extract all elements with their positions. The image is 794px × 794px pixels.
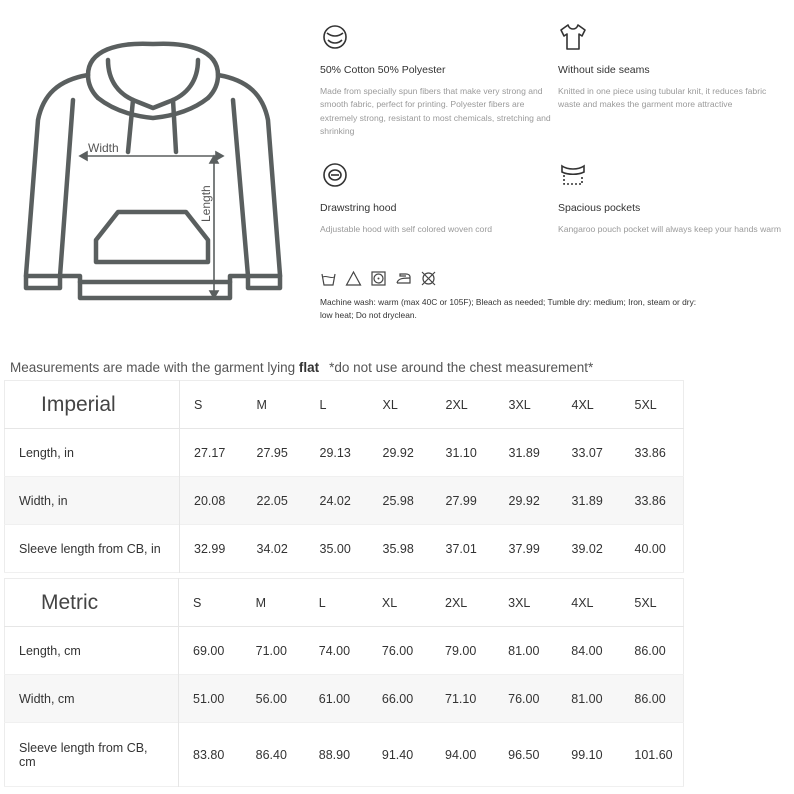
pocket-icon <box>558 160 588 190</box>
size-header: 3XL <box>508 397 531 412</box>
machine-wash-icon <box>320 270 337 287</box>
table-cell: 76.00 <box>381 643 414 658</box>
table-cell: 91.40 <box>381 747 414 762</box>
table-cell: 31.10 <box>445 445 477 460</box>
bleach-icon <box>345 270 362 287</box>
feature-drawstring-hood <box>320 160 552 236</box>
imperial-size-table <box>4 380 684 573</box>
table-cell: 24.02 <box>319 493 351 508</box>
table-cell: 27.99 <box>445 493 477 508</box>
table-cell: 66.00 <box>381 691 414 706</box>
t-shirt-icon <box>558 22 588 52</box>
table-row <box>5 525 684 573</box>
note-prefix: Measurements are made with the garment lying <box>10 360 299 375</box>
feature-title: Without side seams <box>558 64 650 76</box>
table-cell: 79.00 <box>445 643 477 658</box>
size-header: L <box>318 595 326 610</box>
size-header: 2XL <box>445 397 468 412</box>
table-cell: 86.00 <box>634 691 666 706</box>
table-cell: 99.10 <box>571 747 603 762</box>
table-row <box>5 675 684 723</box>
table-cell: 33.86 <box>634 445 666 460</box>
table-cell: 81.00 <box>571 691 603 706</box>
table-cell: 37.99 <box>508 541 540 556</box>
care-instructions: Machine wash: warm (max 40C or 105F); Bleach as needed; Tumble dry: medium; Iron, steam or dry: low heat; Do not dryclean. <box>320 297 697 321</box>
care-icons <box>320 270 437 287</box>
table-row <box>5 477 684 525</box>
feature-pockets <box>558 160 790 236</box>
size-header: XL <box>381 595 398 610</box>
tumble-dry-icon <box>370 270 387 287</box>
fabric-icon <box>320 22 350 52</box>
table-cell: 27.95 <box>256 445 288 460</box>
table-cell: 76.00 <box>508 691 540 706</box>
table-header-row <box>5 579 684 627</box>
table-cell: 29.92 <box>508 493 540 508</box>
row-label: Width, cm <box>5 675 179 723</box>
table-cell: 33.86 <box>634 493 666 508</box>
hoodie-diagram <box>18 40 288 308</box>
size-header: 4XL <box>571 595 594 610</box>
size-header: 2XL <box>445 595 468 610</box>
iron-icon <box>395 270 412 287</box>
table-cell: 71.10 <box>445 691 477 706</box>
size-header: L <box>319 397 327 412</box>
table-cell: 86.40 <box>255 747 287 762</box>
table-cell: 20.08 <box>194 493 226 508</box>
feature-description: Made from specially spun fibers that make very strong and smooth fabric, perfect for printing. Polyester fibers are extremely strong, resistant to most chemicals, stretching and shrinking <box>320 86 551 137</box>
table-cell: 96.50 <box>508 747 540 762</box>
size-header: M <box>256 397 267 412</box>
table-cell: 35.98 <box>382 541 414 556</box>
table-cell: 29.13 <box>319 445 351 460</box>
metric-size-table <box>4 578 684 787</box>
size-header: S <box>193 595 202 610</box>
table-cell: 94.00 <box>445 747 477 762</box>
feature-fabric <box>320 22 552 139</box>
feature-title: 50% Cotton 50% Polyester <box>320 64 446 76</box>
table-row <box>5 429 684 477</box>
table-header-row <box>5 381 684 429</box>
measurement-note <box>10 360 593 375</box>
table-cell: 22.05 <box>256 493 288 508</box>
width-label: Width <box>88 141 119 155</box>
feature-title: Spacious pockets <box>558 202 641 214</box>
feature-description: Knitted in one piece using tubular knit, it reduces fabric waste and makes the garment more attractive <box>558 86 767 110</box>
feature-no-side-seams <box>558 22 790 112</box>
table-cell: 29.92 <box>382 445 414 460</box>
table-cell: 40.00 <box>634 541 666 556</box>
size-header: M <box>255 595 267 610</box>
table-title: Imperial <box>5 381 180 429</box>
table-cell: 84.00 <box>571 643 603 658</box>
table-cell: 61.00 <box>318 691 351 706</box>
row-label: Sleeve length from CB, in <box>5 525 180 573</box>
size-header: 5XL <box>634 595 657 610</box>
table-cell: 31.89 <box>571 493 603 508</box>
row-label: Width, in <box>5 477 180 525</box>
size-header: XL <box>382 397 398 412</box>
feature-description: Kangaroo pouch pocket will always keep your hands warm <box>558 224 782 234</box>
table-cell: 51.00 <box>193 691 225 706</box>
row-label: Sleeve length from CB, cm <box>5 723 179 787</box>
note-asterisk: *do not use around the chest measurement* <box>329 360 594 375</box>
table-cell: 32.99 <box>194 541 226 556</box>
feature-description: Adjustable hood with self colored woven cord <box>320 224 492 234</box>
do-not-dryclean-icon <box>420 270 437 287</box>
drawstring-hood-icon <box>320 160 350 190</box>
table-row <box>5 627 684 675</box>
row-label: Length, in <box>5 429 180 477</box>
table-cell: 27.17 <box>194 445 226 460</box>
table-cell: 81.00 <box>508 643 540 658</box>
table-cell: 35.00 <box>319 541 351 556</box>
table-cell: 33.07 <box>571 445 603 460</box>
size-header: 3XL <box>508 595 531 610</box>
size-header: 5XL <box>634 397 657 412</box>
table-cell: 39.02 <box>571 541 603 556</box>
length-label: Length <box>199 185 213 222</box>
table-cell: 69.00 <box>193 643 225 658</box>
table-row <box>5 723 684 787</box>
table-cell: 83.80 <box>193 747 225 762</box>
table-cell: 37.01 <box>445 541 477 556</box>
table-cell: 101.60 <box>634 747 673 762</box>
table-cell: 88.90 <box>318 747 351 762</box>
table-cell: 34.02 <box>256 541 288 556</box>
table-cell: 25.98 <box>382 493 414 508</box>
table-cell: 74.00 <box>318 643 351 658</box>
table-title: Metric <box>5 579 179 627</box>
table-cell: 31.89 <box>508 445 540 460</box>
table-cell: 71.00 <box>255 643 287 658</box>
size-header: S <box>194 397 203 412</box>
table-cell: 56.00 <box>255 691 287 706</box>
row-label: Length, cm <box>5 627 179 675</box>
size-header: 4XL <box>571 397 594 412</box>
table-cell: 86.00 <box>634 643 666 658</box>
note-bold: flat <box>298 360 320 375</box>
feature-title: Drawstring hood <box>320 202 397 214</box>
